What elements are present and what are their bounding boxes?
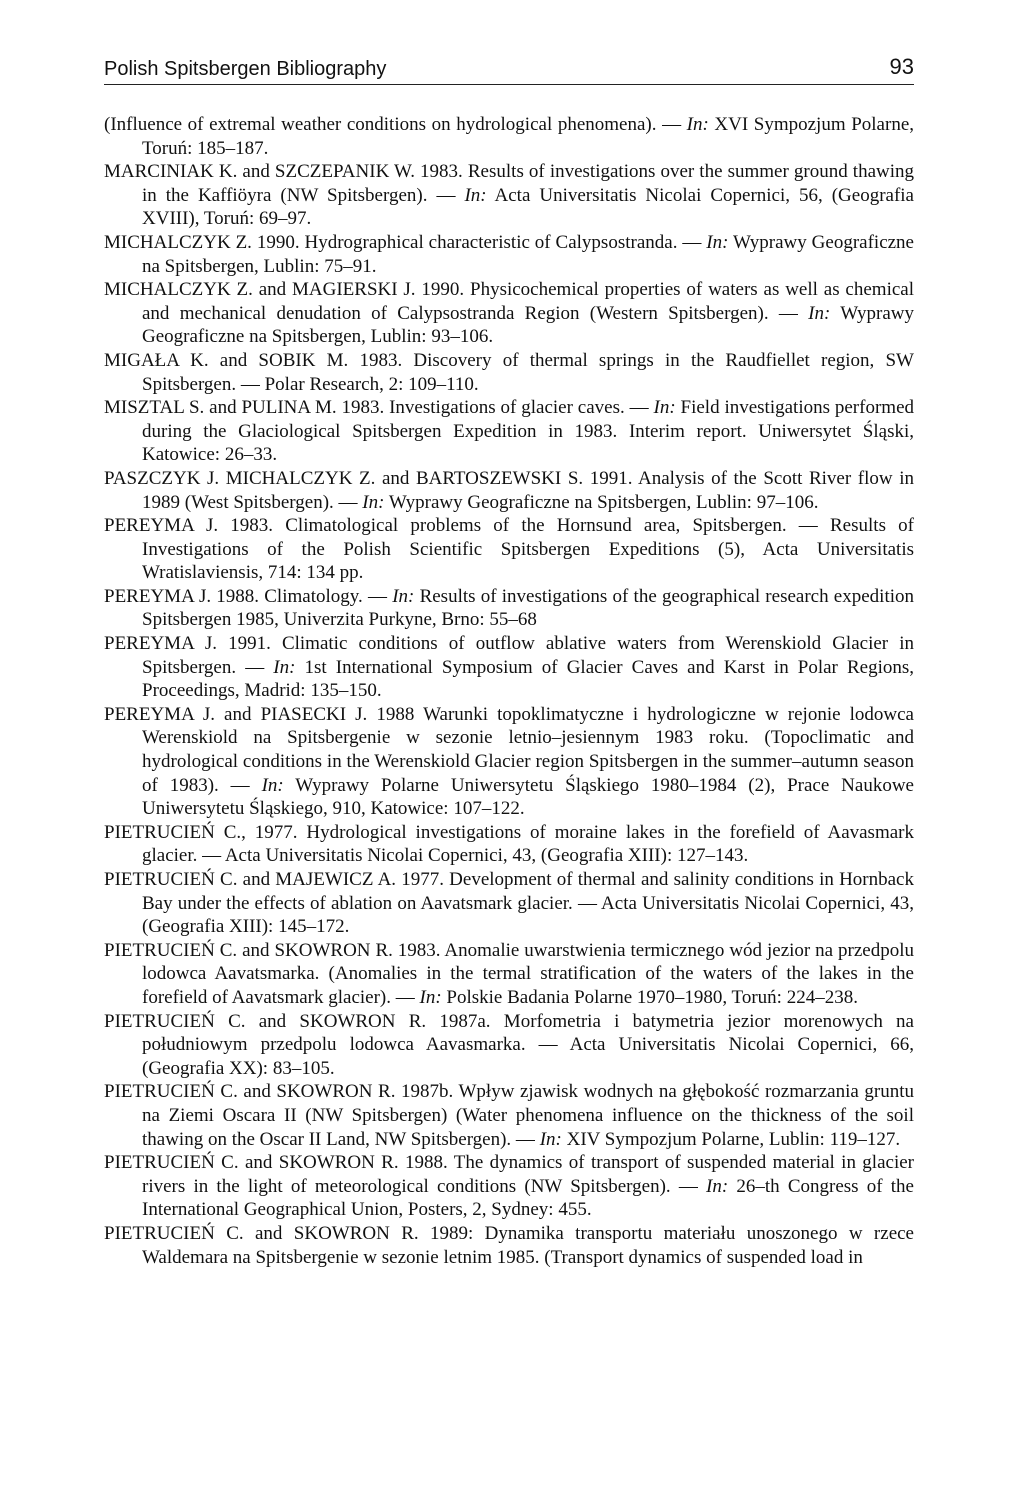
bibliography-entry: PEREYMA J. and PIASECKI J. 1988 Warunki topoklimatyczne i hydrologiczne w rejonie lodowca Werenskiold na Spitsbergenie w sezonie letnio–jesiennym 1983 roku. (Topoclimatic and hydrological conditions in the Werenskiold Glacier region Spitsbergen in the summer–autumn season of 1983). — In: Wyprawy Polarne Uniwersytetu Śląskiego 1980–1984 (2), Prace Naukowe Uniwersytetu Śląskiego, 910, Katowice: 107–122. xyxy=(104,703,914,820)
bibliography-entry: MARCINIAK K. and SZCZEPANIK W. 1983. Results of investigations over the summer ground thawing in the Kaffiöyra (NW Spitsbergen). — In: Acta Universitatis Nicolai Copernici, 56, (Geografia XVIII), Toruń: 69–97. xyxy=(104,161,914,230)
page-number: 93 xyxy=(889,54,914,79)
bibliography-entry: PEREYMA J. 1988. Climatology. — In: Results of investigations of the geographical research expedition Spitsbergen 1985, Univerzita Purkyne, Brno: 55–68 xyxy=(104,585,914,631)
bibliography-entry: (Influence of extremal weather conditions on hydrological phenomena). — In: XVI Sympozjum Polarne, Toruń: 185–187. xyxy=(104,114,915,159)
bibliography-entry: PIETRUCIEŃ C. and SKOWRON R. 1989: Dynamika transportu materiału unoszonego w rzece Waldemara na Spitsbergenie w sezonie letnim 1985. (Transport dynamics of suspended load in xyxy=(104,1222,914,1268)
bibliography-entry: PIETRUCIEŃ C. and MAJEWICZ A. 1977. Development of thermal and salinity conditions in Hornback Bay under the effects of ablation on Aavatsmark glacier. — Acta Universitatis Nicolai Copernici, 43, (Geografia XIII): 145–172. xyxy=(104,869,914,938)
bibliography-entry: PASZCZYK J. MICHALCZYK Z. and BARTOSZEWSKI S. 1991. Analysis of the Scott River flow in 1989 (West Spitsbergen). — In: Wyprawy Geograficzne na Spitsbergen, Lublin: 97–106. xyxy=(104,467,914,513)
bibliography-entry: PIETRUCIEŃ C. and SKOWRON R. 1988. The dynamics of transport of suspended material in glacier rivers in the light of meteorological conditions (NW Spitsbergen). — In: 26–th Congress of the International Geographical Union, Posters, 2, Sydney: 455. xyxy=(104,1152,914,1221)
bibliography-entry: PIETRUCIEŃ C., 1977. Hydrological investigations of moraine lakes in the forefield of Aavasmark glacier. — Acta Universitatis Nicolai Copernici, 43, (Geografia XIII): 127–143. xyxy=(104,821,914,867)
bibliography-list xyxy=(104,113,914,1269)
bibliography-entry: PEREYMA J. 1983. Climatological problems of the Hornsund area, Spitsbergen. — Results of Investigations of the Polish Scientific Spitsbergen Expeditions (5), Acta Universitatis Wratislaviensis, 714: 134 pp. xyxy=(104,515,914,584)
bibliography-entry: PIETRUCIEŃ C. and SKOWRON R. 1987a. Morfometria i batymetria jezior morenowych na południowym przedpolu lodowca Aavasmarka. — Acta Universitatis Nicolai Copernici, 66, (Geografia XX): 83–105. xyxy=(104,1010,914,1079)
bibliography-entry: PIETRUCIEŃ C. and SKOWRON R. 1983. Anomalie uwarstwienia termicznego wód jezior na przedpolu lodowca Aavatsmarka. (Anomalies in the termal stratification of the waters of the lakes in the forefield of Aavatsmark glacier). — In: Polskie Badania Polarne 1970–1980, Toruń: 224–238. xyxy=(104,939,914,1008)
bibliography-entry: MICHALCZYK Z. 1990. Hydrographical characteristic of Calypsostranda. — In: Wyprawy Geograficzne na Spitsbergen, Lublin: 75–91. xyxy=(104,231,914,277)
bibliography-entry: PEREYMA J. 1991. Climatic conditions of outflow ablative waters from Werenskiold Glacier in Spitsbergen. — In: 1st International Symposium of Glacier Caves and Karst in Polar Regions, Proceedings, Madrid: 135–150. xyxy=(104,633,914,702)
bibliography-entry: PIETRUCIEŃ C. and SKOWRON R. 1987b. Wpływ zjawisk wodnych na głębokość rozmarzania gruntu na Ziemi Oscara II (NW Spitsbergen) (Water phenomena influence on the thickness of the soil thawing on the Oscar II Land, NW Spitsbergen). — In: XIV Sympozjum Polarne, Lublin: 119–127. xyxy=(104,1081,914,1150)
bibliography-entry: MIGAŁA K. and SOBIK M. 1983. Discovery of thermal springs in the Raudfiellet region, SW Spitsbergen. — Polar Research, 2: 109–110. xyxy=(104,349,914,395)
bibliography-entry: MISZTAL S. and PULINA M. 1983. Investigations of glacier caves. — In: Field investigations performed during the Glaciological Spitsbergen Expedition in 1983. Interim report. Uniwersytet Śląski, Katowice: 26–33. xyxy=(104,397,915,466)
running-head xyxy=(104,56,914,82)
bibliography-entry: MICHALCZYK Z. and MAGIERSKI J. 1990. Physicochemical properties of waters as well as chemical and mechanical denudation of Calypsostranda Region (Western Spitsbergen). — In: Wyprawy Geograficzne na Spitsbergen, Lublin: 93–106. xyxy=(104,279,914,348)
header-rule xyxy=(104,84,914,85)
running-title: Polish Spitsbergen Bibliography xyxy=(104,58,387,80)
